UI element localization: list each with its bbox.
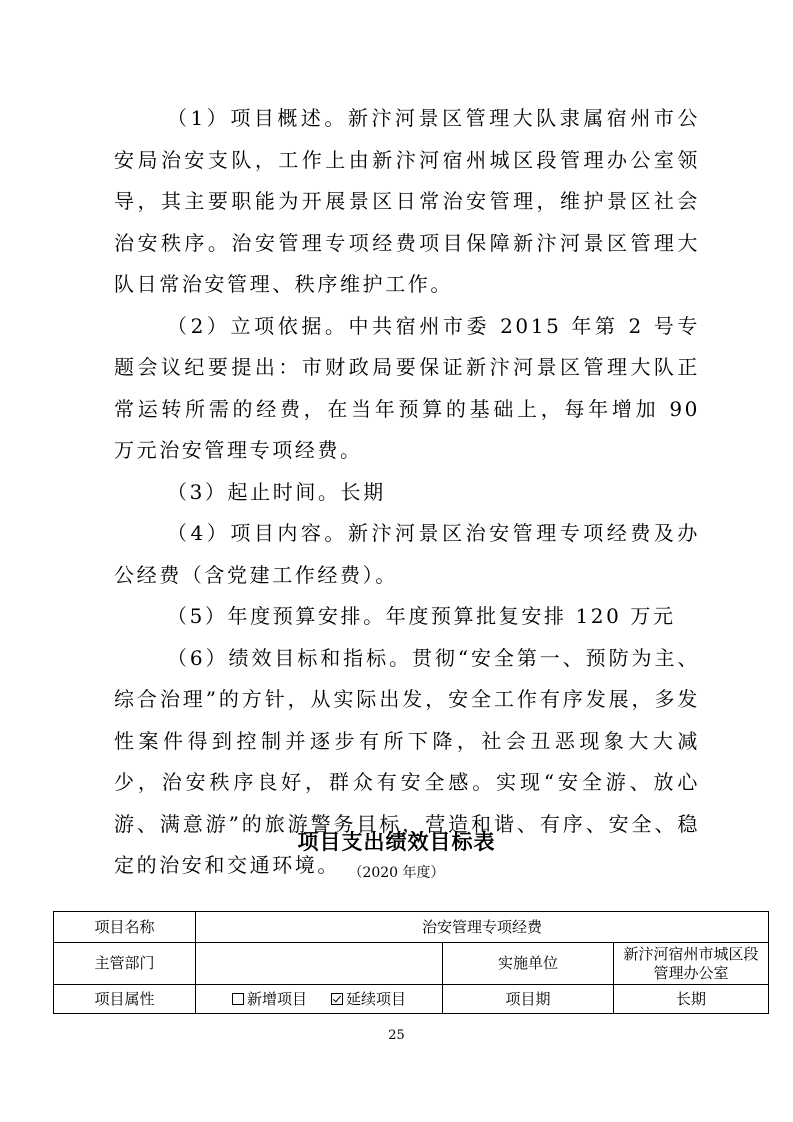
impl-unit-value: 新汴河宿州市城区段管理办公室 xyxy=(614,943,769,985)
table-row xyxy=(54,985,769,1014)
performance-table xyxy=(53,911,769,1014)
option-label: 延续项目 xyxy=(346,989,407,1008)
dept-label: 主管部门 xyxy=(54,943,196,985)
paragraph-goals: （6）绩效目标和指标。贯彻“安全第一、预防为主、综合治理”的方针，从实际出发，安全工作有序发展，多发性案件得到控制并逐步有所下降，社会丑恶现象大大减少，治安秩序良好，群众有安全感。实现“安全游、放心游、满意游”的旅游警务目标，营造和谐、有序、安全、稳定的治安和交通环境。 xyxy=(114,645,700,877)
project-name-value: 治安管理专项经费 xyxy=(196,912,769,943)
period-label: 项目期 xyxy=(443,985,614,1014)
attr-options xyxy=(196,985,443,1014)
paragraph-overview: （1）项目概述。新汴河景区管理大队隶属宿州市公安局治安支队，工作上由新汴河宿州城区段管理办公室领导，其主要职能为开展景区日常治安管理，维护景区社会治安秩序。治安管理专项经费项目保障新汴河景区管理大队日常治安管理、秩序维护工作。 xyxy=(114,106,700,296)
table-year: （2020 年度） xyxy=(348,865,445,881)
paragraph-basis: （2）立项依据。中共宿州市委 2015 年第 2 号专题会议纪要提出：市财政局要保证新汴河景区管理大队正常运转所需的经费，在当年预算的基础上，每年增加 90 万元治安管理专项经费。 xyxy=(114,313,700,462)
option-continued-project xyxy=(331,990,406,1009)
table-row xyxy=(54,943,769,985)
page-number: 25 xyxy=(388,1028,405,1043)
option-new-project xyxy=(232,990,307,1009)
paragraph-period: （3）起止时间。长期 xyxy=(167,479,386,504)
unchecked-box-icon xyxy=(232,993,244,1005)
impl-unit-label: 实施单位 xyxy=(443,943,614,985)
paragraph-budget: （5）年度预算安排。年度预算批复安排 120 万元 xyxy=(167,604,676,628)
attr-label: 项目属性 xyxy=(54,985,196,1014)
project-name-label: 项目名称 xyxy=(54,912,196,943)
checked-box-icon xyxy=(331,993,343,1005)
option-label: 新增项目 xyxy=(246,989,307,1008)
paragraph-content: （4）项目内容。新汴河景区治安管理专项经费及办公经费（含党建工作经费）。 xyxy=(114,521,700,587)
period-value: 长期 xyxy=(614,985,769,1014)
body-text xyxy=(114,98,700,887)
table-row xyxy=(54,912,769,943)
dept-value xyxy=(196,943,443,985)
table-title: 项目支出绩效目标表 xyxy=(297,830,496,854)
